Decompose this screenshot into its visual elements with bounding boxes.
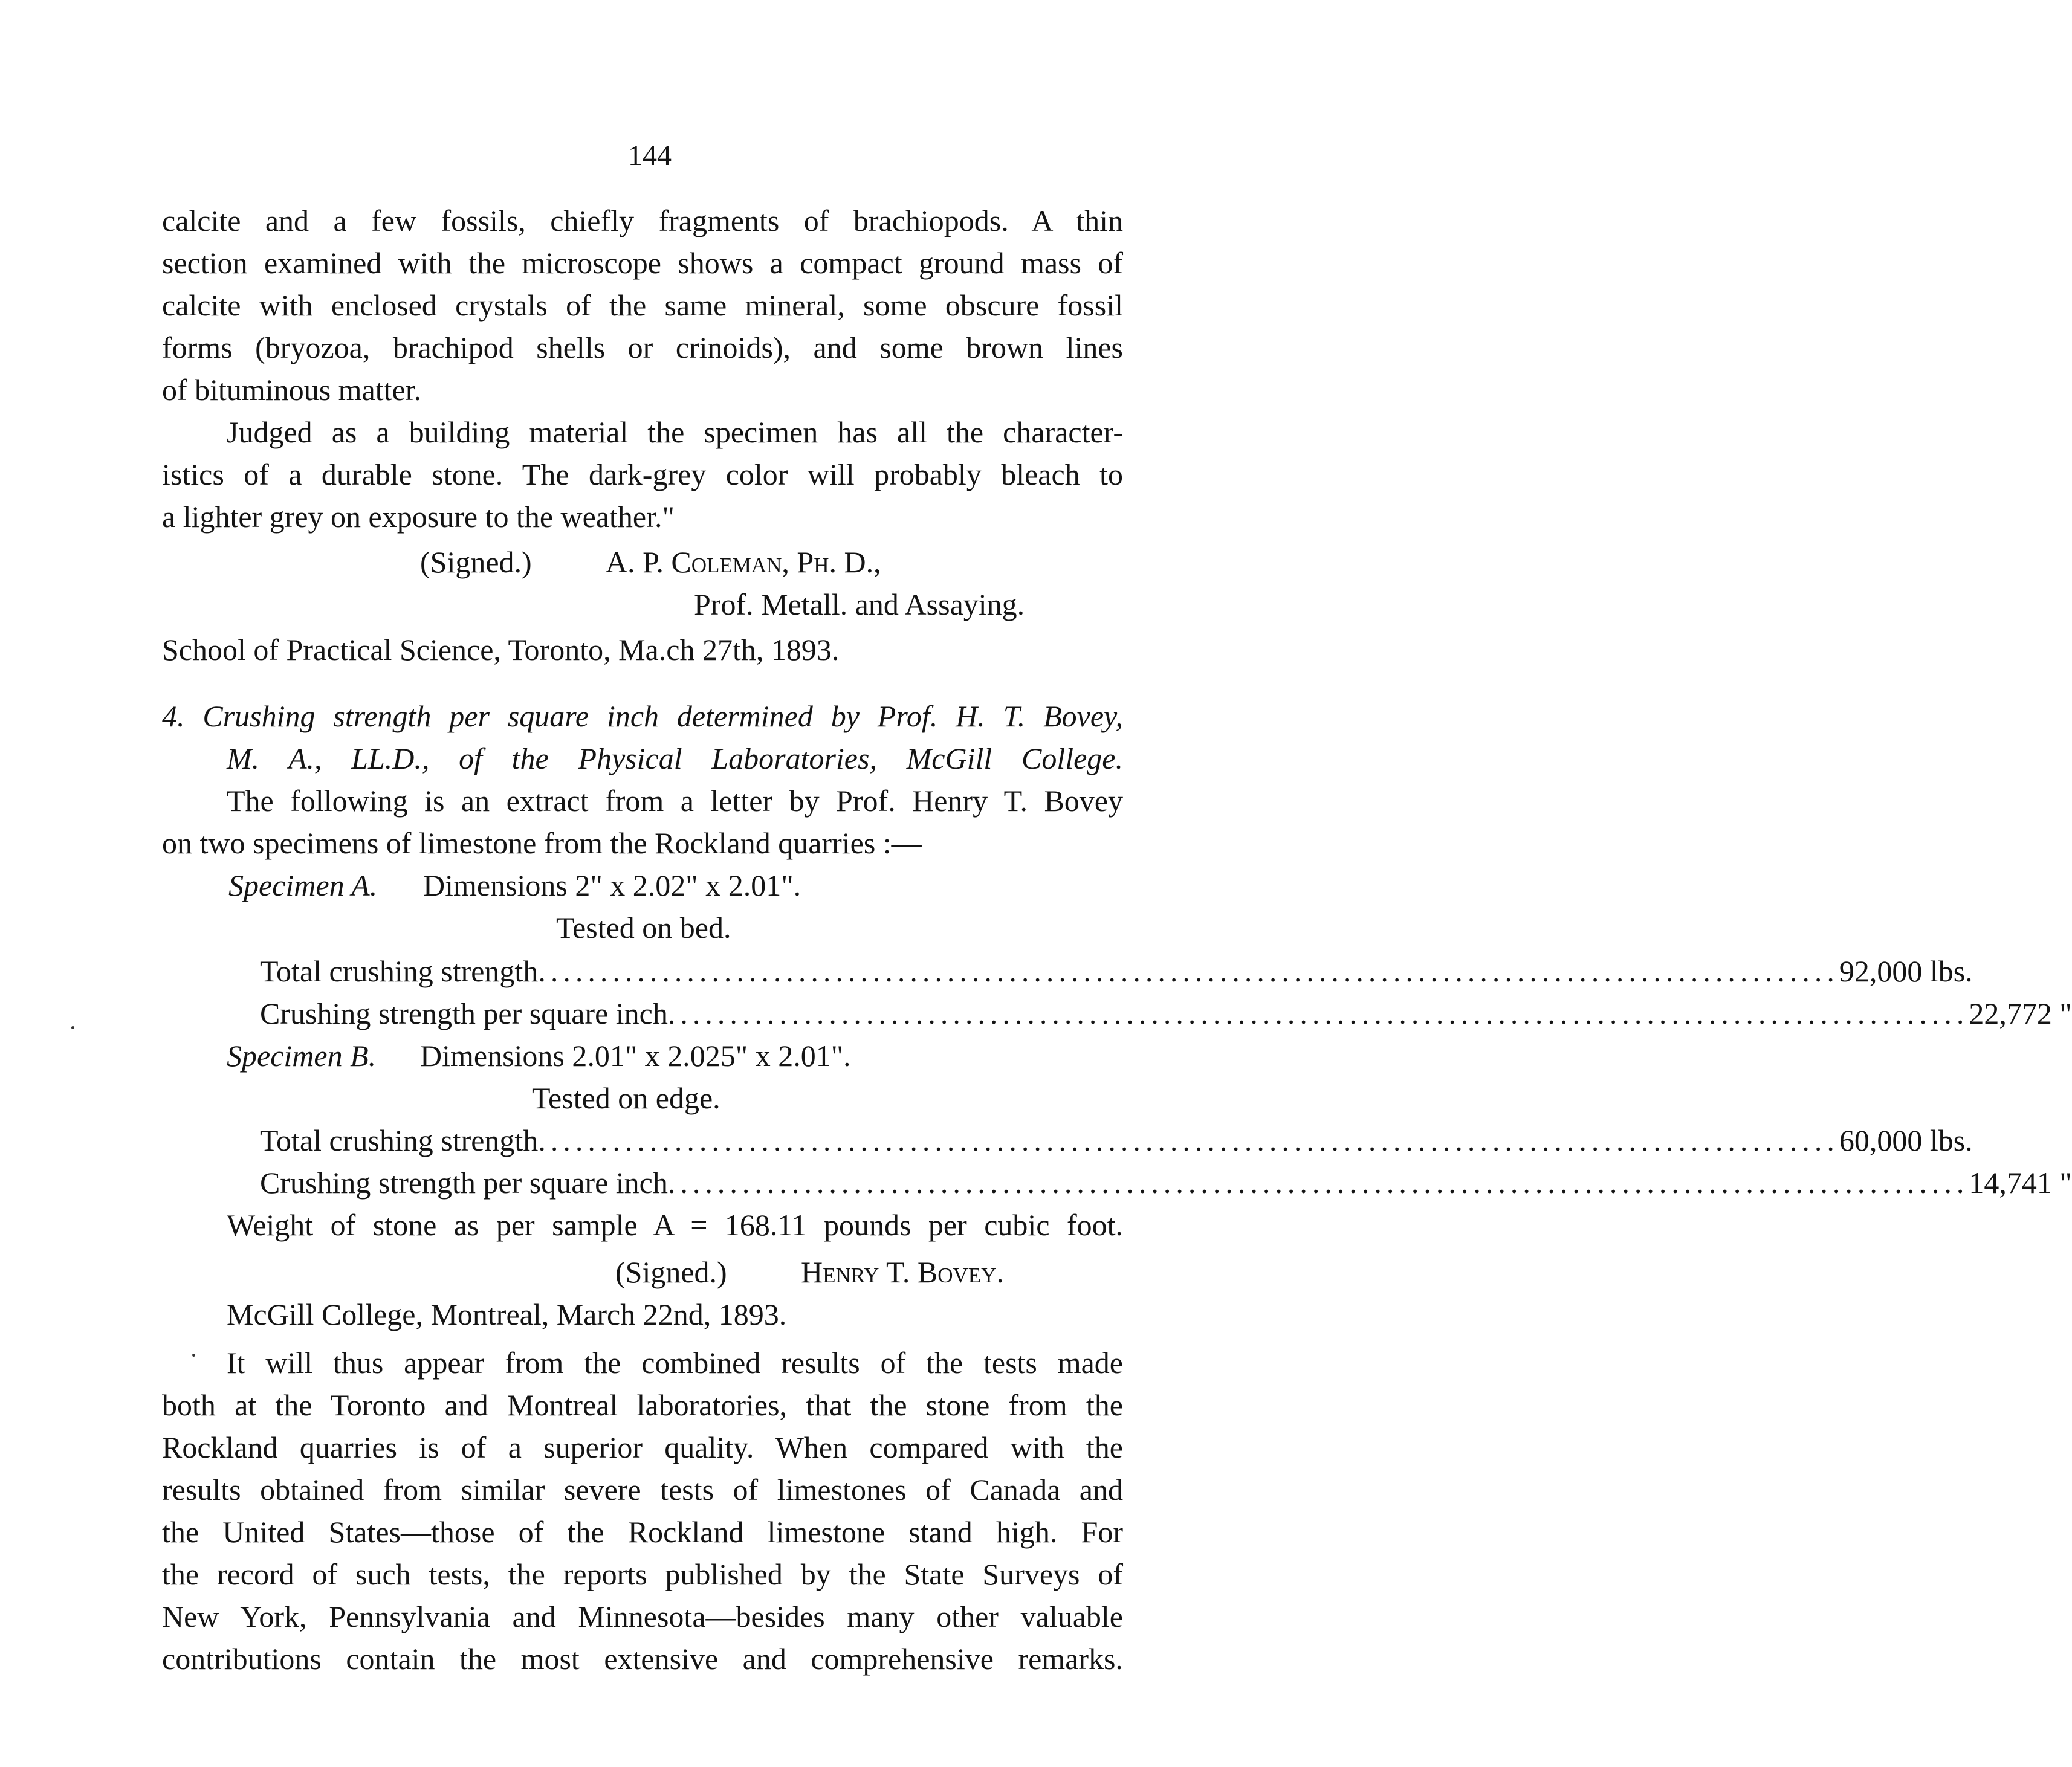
row-label: Total crushing strength (260, 1123, 539, 1157)
paragraph-line: both at the Toronto and Montreal laboratories, that the stone from the (162, 1388, 1123, 1422)
section-heading: 4. Crushing strength per square inch determined by Prof. H. T. Bovey, (162, 699, 1123, 733)
paragraph-line: It will thus appear from the combined results of the tests made (227, 1346, 1123, 1380)
row-label: Crushing strength per square inch (260, 997, 668, 1030)
paragraph-line: a lighter grey on exposure to the weather." (162, 500, 675, 534)
dot-leader: ......................................................................................................... (538, 1123, 1839, 1157)
row-value: 14,741 " (1969, 1166, 2072, 1200)
paragraph-line: contributions contain the most extensive and comprehensive remarks. (162, 1642, 1123, 1676)
paragraph-line: calcite with enclosed crystals of the same mineral, some obscure fossil (162, 288, 1123, 322)
paragraph-line: the record of such tests, the reports published by the State Surveys of (162, 1557, 1123, 1591)
specimen-b-row (260, 1165, 2072, 1201)
paragraph-line: section examined with the microscope shows a compact ground mass of (162, 246, 1123, 280)
dot-leader: ......................................................................................................... (538, 954, 1839, 988)
row-value: 92,000 lbs. (1839, 954, 1973, 988)
stray-mark (192, 1354, 195, 1357)
dot-leader: ......................................................................................................... (667, 997, 1969, 1030)
specimen-a-label: Specimen A. (228, 868, 378, 902)
paragraph-line: Judged as a building material the specimen has all the character- (227, 415, 1123, 449)
paragraph-line: New York, Pennsylvania and Minnesota—besides many other valuable (162, 1600, 1123, 1633)
place-date: School of Practical Science, Toronto, Ma.ch 27th, 1893. (162, 633, 840, 667)
signed-label: (Signed.) (615, 1255, 727, 1289)
place-date: McGill College, Montreal, March 22nd, 1893. (227, 1297, 787, 1331)
specimen-b-label: Specimen B. (227, 1039, 377, 1073)
row-label: Total crushing strength (260, 954, 539, 988)
paragraph-line: Rockland quarries is of a superior quality. When compared with the (162, 1430, 1123, 1464)
stray-mark (71, 1026, 74, 1029)
specimen-a-tested: Tested on bed. (556, 911, 731, 945)
signed-label: (Signed.) (420, 545, 532, 579)
specimen-a-dimensions: Dimensions 2" x 2.02" x 2.01". (423, 868, 801, 902)
paragraph-line: istics of a durable stone. The dark-grey color will probably bleach to (162, 457, 1123, 491)
row-value: 22,772 " (1969, 997, 2072, 1030)
specimen-b-tested: Tested on edge. (532, 1081, 720, 1115)
row-value: 60,000 lbs. (1839, 1123, 1973, 1157)
paragraph-line: forms (bryozoa, brachipod shells or crinoids), and some brown lines (162, 331, 1123, 364)
signatory-title: Prof. Metall. and Assaying. (694, 587, 1025, 621)
section-heading: M. A., LL.D., of the Physical Laboratories, McGill College. (227, 741, 1123, 775)
specimen-a-row (260, 953, 1973, 989)
specimen-b-dimensions: Dimensions 2.01" x 2.025" x 2.01". (420, 1039, 851, 1073)
specimen-b-row (260, 1122, 1973, 1158)
paragraph-line: the United States—those of the Rockland limestone stand high. For (162, 1515, 1123, 1549)
dot-leader: ......................................................................................................... (667, 1166, 1969, 1200)
paragraph-line: of bituminous matter. (162, 373, 422, 407)
signatory-name: Henry T. Bovey. (801, 1255, 1004, 1289)
weight-line: Weight of stone as per sample A = 168.11 pounds per cubic foot. (227, 1208, 1123, 1242)
specimen-a-row (260, 995, 2072, 1032)
paragraph-line: results obtained from similar severe tests of limestones of Canada and (162, 1473, 1123, 1507)
page-number: 144 (628, 140, 672, 172)
paragraph-line: on two specimens of limestone from the Rockland quarries :— (162, 826, 922, 860)
paragraph-line: The following is an extract from a letter by Prof. Henry T. Bovey (227, 784, 1123, 818)
row-label: Crushing strength per square inch (260, 1166, 668, 1200)
paragraph-line: calcite and a few fossils, chiefly fragments of brachiopods. A thin (162, 204, 1123, 237)
signatory-name: A. P. Coleman, Ph. D., (606, 545, 881, 579)
